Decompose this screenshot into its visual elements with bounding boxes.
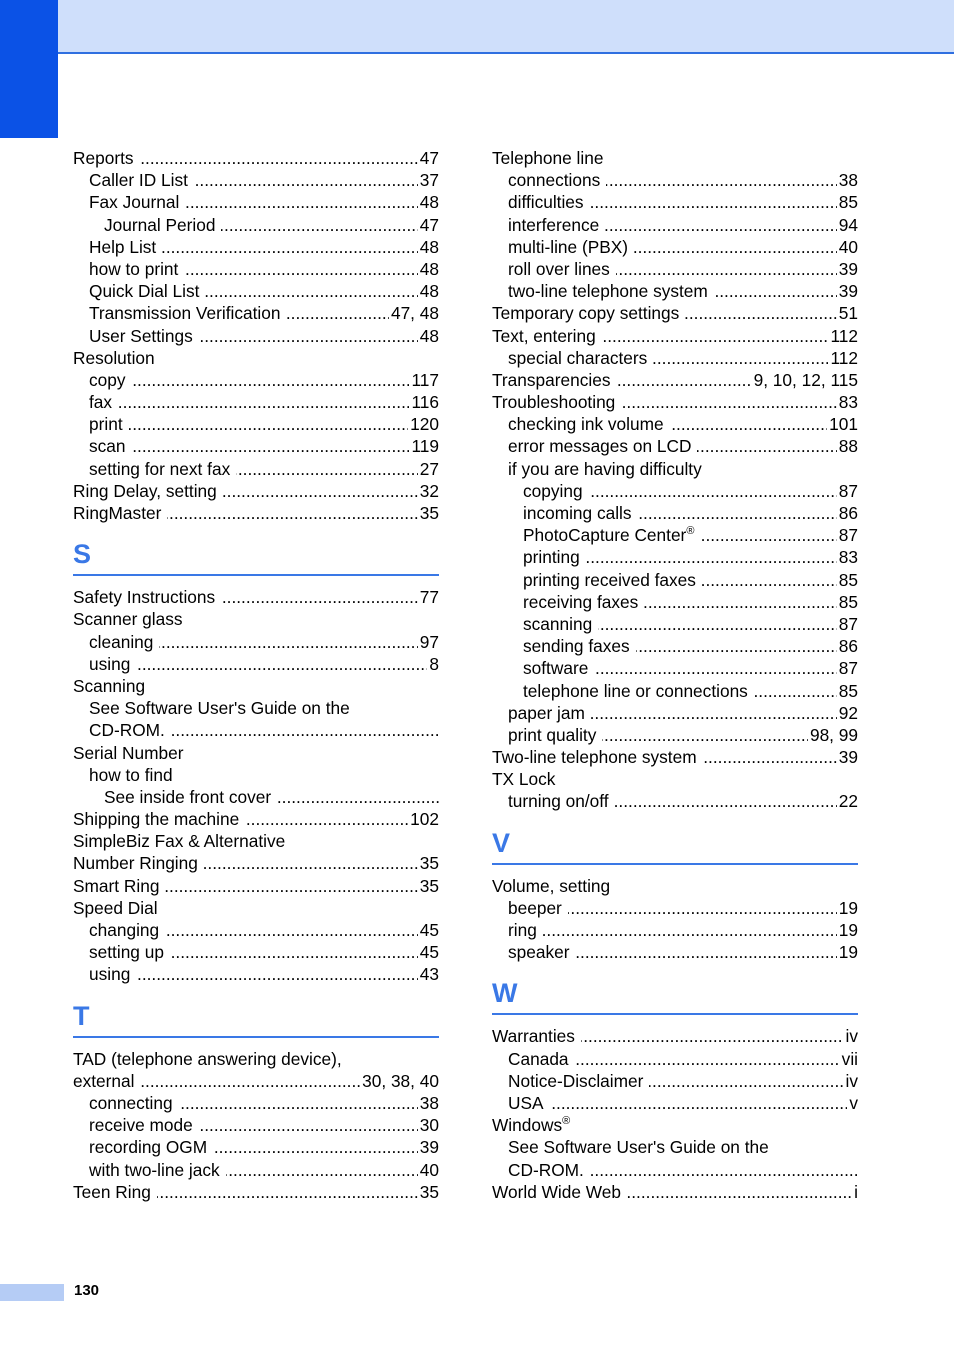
- entry-page-ref: 47, 48: [390, 303, 439, 324]
- entry-term: Temporary copy settings: [492, 303, 685, 323]
- entry-term: Telephone line: [492, 148, 609, 168]
- index-entry-using: [73, 963, 439, 985]
- entry-page-ref: 40: [838, 236, 858, 257]
- entry-page-ref: 85: [838, 591, 858, 612]
- entry-term: Two-line telephone system: [492, 747, 703, 767]
- entry-page-ref: 19: [838, 897, 858, 918]
- entry-term: USA: [508, 1093, 550, 1113]
- entry-term: Notice-Disclaimer: [508, 1071, 649, 1091]
- entry-page-ref: 48: [419, 325, 439, 346]
- entry-term: recording OGM: [89, 1137, 213, 1157]
- index-entry-external: [73, 1070, 439, 1092]
- entry-term: setting up: [89, 942, 170, 962]
- entry-term: Ring Delay, setting: [73, 481, 223, 501]
- entry-term: sending faxes: [523, 636, 636, 656]
- entry-page-ref: 85: [838, 680, 858, 701]
- index-entry-checking-ink-volume: [492, 413, 858, 435]
- entry-term: Transparencies: [492, 370, 616, 390]
- index-entry-teen-ring: [73, 1181, 439, 1203]
- page-number: 130: [74, 1282, 100, 1299]
- entry-page-ref: 35: [419, 853, 439, 874]
- index-entry-copy: [73, 369, 439, 391]
- entry-term: Shipping the machine: [73, 809, 245, 829]
- index-entry-changing: [73, 919, 439, 941]
- entry-term: Help List: [89, 237, 162, 257]
- entry-page-ref: 97: [419, 631, 439, 652]
- index-column-left: [73, 147, 439, 1203]
- entry-page-ref: 85: [838, 569, 858, 590]
- index-column-right: [492, 147, 858, 1203]
- index-entry-safety-instructions: [73, 586, 439, 608]
- entry-page-ref: 87: [838, 613, 858, 634]
- index-entry-see-inside-front-cover: [73, 786, 439, 808]
- index-entry-connecting: [73, 1092, 439, 1114]
- entry-term: scan: [89, 436, 132, 456]
- index-entry-receiving-faxes: [492, 591, 858, 613]
- index-entry-paper-jam: [492, 702, 858, 724]
- entry-page-ref: 30, 38, 40: [362, 1070, 439, 1091]
- entry-page-ref: i: [854, 1181, 858, 1202]
- entry-term: Number Ringing: [73, 853, 204, 873]
- entry-term: Fax Journal: [89, 192, 185, 212]
- entry-page-ref: 85: [838, 192, 858, 213]
- entry-term: TAD (telephone answering device),: [73, 1049, 348, 1069]
- entry-term: changing: [89, 920, 165, 940]
- entry-page-ref: 9, 10, 12, 115: [753, 369, 858, 390]
- entry-page-ref: 117: [411, 369, 439, 390]
- entry-page-ref: 87: [838, 658, 858, 679]
- entry-term: See inside front cover: [104, 787, 277, 807]
- entry-term: speaker: [508, 942, 575, 962]
- entry-page-ref: 119: [411, 436, 439, 457]
- index-entry-software: [492, 657, 858, 679]
- entry-term: RingMaster: [73, 503, 167, 523]
- index-entry-print-quality: [492, 724, 858, 746]
- index-entry-usa: [492, 1092, 858, 1114]
- entry-page-ref: 37: [419, 170, 439, 191]
- entry-page-ref: 94: [838, 214, 858, 235]
- entry-term: using: [89, 964, 136, 984]
- index-entry-ring: [492, 919, 858, 941]
- entry-term: Warranties: [492, 1026, 581, 1046]
- entry-page-ref: 86: [838, 503, 858, 523]
- index-entry-receive-mode: [73, 1114, 439, 1136]
- index-entry-windows: [492, 1114, 858, 1136]
- entry-page-ref: 87: [838, 525, 858, 546]
- entry-page-ref: 51: [838, 303, 858, 324]
- index-entry-incoming-calls: [492, 502, 858, 524]
- entry-term: printing received faxes: [523, 570, 702, 590]
- entry-page-ref: 92: [838, 702, 858, 723]
- entry-page-ref: 47: [419, 148, 439, 168]
- entry-page-ref: 30: [419, 1115, 439, 1136]
- entry-page-ref: 32: [419, 480, 439, 501]
- entry-page-ref: 8: [429, 653, 439, 674]
- index-entry-tad-telephone-answering-device: [73, 1048, 439, 1070]
- entry-term: with two-line jack: [89, 1160, 226, 1180]
- entry-term: turning on/off: [508, 791, 615, 811]
- entry-term: error messages on LCD: [508, 436, 697, 456]
- entry-term: Scanning: [73, 676, 151, 696]
- index-entry-quick-dial-list: [73, 280, 439, 302]
- entry-term: PhotoCapture Center®: [523, 525, 700, 545]
- entry-term: setting for next fax: [89, 459, 236, 479]
- entry-term: beeper: [508, 898, 568, 918]
- entry-term: software: [523, 658, 594, 678]
- entry-page-ref: 39: [838, 281, 858, 302]
- entry-page-ref: 77: [419, 587, 439, 608]
- entry-term: Teen Ring: [73, 1182, 157, 1202]
- index-entry-help-list: [73, 236, 439, 258]
- entry-term: telephone line or connections: [523, 681, 754, 701]
- index-entry-see-software-user-s-guide-on-the: [492, 1136, 858, 1158]
- entry-page-ref: iv: [845, 1070, 858, 1091]
- entry-page-ref: 43: [419, 964, 439, 985]
- entry-term: interference: [508, 215, 605, 235]
- index-entry-caller-id-list: [73, 169, 439, 191]
- entry-term: Reports: [73, 148, 140, 168]
- entry-page-ref: 35: [419, 503, 439, 523]
- index-entry-printing: [492, 546, 858, 568]
- section-rule: [73, 574, 439, 576]
- entry-page-ref: 40: [419, 1159, 439, 1180]
- index-entry-ringmaster: [73, 502, 439, 524]
- entry-term: print quality: [508, 725, 602, 745]
- entry-page-ref: 19: [838, 942, 858, 963]
- index-entry-how-to-find: [73, 764, 439, 786]
- entry-page-ref: 38: [838, 170, 858, 191]
- entry-term: Text, entering: [492, 326, 602, 346]
- index-entry-temporary-copy-settings: [492, 302, 858, 324]
- entry-page-ref: 45: [419, 942, 439, 963]
- index-entry-user-settings: [73, 325, 439, 347]
- entry-term: roll over lines: [508, 259, 616, 279]
- index-entry-fax: [73, 391, 439, 413]
- index-entry-tx-lock: [492, 768, 858, 790]
- entry-term: receive mode: [89, 1115, 199, 1135]
- entry-term: connections: [508, 170, 606, 190]
- entry-term: User Settings: [89, 326, 199, 346]
- entry-page-ref: 39: [838, 258, 858, 279]
- entry-term: cleaning: [89, 632, 159, 652]
- entry-term: Scanner glass: [73, 609, 189, 629]
- index-entry-photocapture-center: [492, 524, 858, 546]
- entry-term: See Software User's Guide on the: [89, 698, 356, 718]
- entry-page-ref: 38: [419, 1092, 439, 1113]
- entry-term: how to print: [89, 259, 184, 279]
- entry-page-ref: 116: [411, 392, 439, 413]
- index-entry-text-entering: [492, 325, 858, 347]
- entry-page-ref: 112: [830, 347, 858, 368]
- index-entry-world-wide-web: [492, 1181, 858, 1203]
- index-entry-resolution: [73, 347, 439, 369]
- entry-term: SimpleBiz Fax & Alternative: [73, 831, 291, 851]
- index-entry-special-characters: [492, 347, 858, 369]
- entry-term: Quick Dial List: [89, 281, 205, 301]
- entry-page-ref: 86: [838, 636, 858, 657]
- entry-term: Resolution: [73, 348, 161, 368]
- entry-page-ref: 48: [419, 236, 439, 257]
- entry-term: checking ink volume: [508, 414, 670, 434]
- index-entry-difficulties: [492, 191, 858, 213]
- index-entry-cd-rom: [73, 719, 439, 741]
- index-entry-volume-setting: [492, 875, 858, 897]
- index-entry-print: [73, 413, 439, 435]
- entry-page-ref: 19: [838, 920, 858, 940]
- index-entry-cd-rom: [492, 1159, 858, 1181]
- index-entry-how-to-print: [73, 258, 439, 280]
- index-entry-setting-up: [73, 941, 439, 963]
- entry-term: Smart Ring: [73, 876, 165, 896]
- index-entry-sending-faxes: [492, 635, 858, 657]
- index-entry-transparencies: [492, 369, 858, 391]
- index-entry-recording-ogm: [73, 1136, 439, 1158]
- entry-term: print: [89, 414, 129, 434]
- index-entry-shipping-the-machine: [73, 808, 439, 830]
- entry-term: paper jam: [508, 703, 591, 723]
- entry-term: copy: [89, 370, 132, 390]
- entry-page-ref: iv: [845, 1026, 858, 1047]
- index-entry-printing-received-faxes: [492, 569, 858, 591]
- entry-page-ref: 87: [838, 480, 858, 501]
- index-entry-roll-over-lines: [492, 258, 858, 280]
- index-entry-simplebiz-fax-alternative: [73, 830, 439, 852]
- index-entry-setting-for-next-fax: [73, 458, 439, 480]
- entry-term: Volume, setting: [492, 876, 616, 896]
- entry-term: how to find: [89, 765, 179, 785]
- section-rule: [492, 1013, 858, 1015]
- entry-page-ref: 98, 99: [809, 724, 858, 745]
- entry-term: Troubleshooting: [492, 392, 621, 412]
- index-entry-if-you-are-having-difficulty: [492, 458, 858, 480]
- header-band: [0, 0, 954, 54]
- index-entry-speaker: [492, 941, 858, 963]
- entry-page-ref: 48: [419, 258, 439, 279]
- index-entry-number-ringing: [73, 852, 439, 874]
- index-entry-transmission-verification: [73, 302, 439, 324]
- entry-page-ref: 27: [419, 458, 439, 479]
- index-entry-beeper: [492, 897, 858, 919]
- entry-term: scanning: [523, 614, 598, 634]
- entry-page-ref: 22: [838, 791, 858, 812]
- entry-term: if you are having difficulty: [508, 459, 708, 479]
- entry-term: multi-line (PBX): [508, 237, 634, 257]
- index-entry-interference: [492, 214, 858, 236]
- entry-term: CD-ROM.: [508, 1160, 590, 1180]
- section-heading-w: W: [492, 978, 518, 1009]
- index-entry-scanning: [492, 613, 858, 635]
- index-entry-journal-period: [73, 214, 439, 236]
- index-entry-reports: [73, 147, 439, 169]
- entry-page-ref: 102: [410, 809, 439, 830]
- index-entry-telephone-line: [492, 147, 858, 169]
- entry-term: See Software User's Guide on the: [508, 1137, 775, 1157]
- index-entry-copying: [492, 480, 858, 502]
- entry-page-ref: v: [849, 1092, 858, 1113]
- section-rule: [492, 863, 858, 865]
- index-entry-using: [73, 653, 439, 675]
- index-entry-notice-disclaimer: [492, 1070, 858, 1092]
- index-entry-two-line-telephone-system: [492, 746, 858, 768]
- index-entry-speed-dial: [73, 897, 439, 919]
- index-entry-warranties: [492, 1025, 858, 1047]
- entry-page-ref: 48: [419, 281, 439, 302]
- index-entry-scan: [73, 435, 439, 457]
- registered-mark: ®: [686, 525, 695, 538]
- entry-term: difficulties: [508, 192, 590, 212]
- section-rule: [73, 1036, 439, 1038]
- entry-term: two-line telephone system: [508, 281, 714, 301]
- entry-page-ref: 101: [829, 414, 858, 435]
- entry-term: receiving faxes: [523, 592, 644, 612]
- entry-page-ref: 112: [830, 325, 858, 346]
- entry-term: World Wide Web: [492, 1182, 627, 1202]
- chapter-tab: [0, 0, 58, 138]
- entry-term: Serial Number: [73, 743, 189, 763]
- entry-term: printing: [523, 547, 586, 567]
- index-entry-scanner-glass: [73, 608, 439, 630]
- registered-mark: ®: [562, 1115, 571, 1128]
- entry-term: Journal Period: [104, 215, 221, 235]
- entry-page-ref: 88: [838, 436, 858, 457]
- entry-page-ref: 83: [838, 547, 858, 568]
- entry-term: incoming calls: [523, 503, 638, 523]
- index-entry-with-two-line-jack: [73, 1159, 439, 1181]
- index-entry-serial-number: [73, 742, 439, 764]
- index-entry-smart-ring: [73, 875, 439, 897]
- entry-term: external: [73, 1071, 140, 1091]
- entry-page-ref: 39: [838, 747, 858, 768]
- entry-term: TX Lock: [492, 769, 561, 789]
- entry-term: using: [89, 654, 136, 674]
- entry-page-ref: 39: [419, 1137, 439, 1158]
- entry-page-ref: 35: [419, 875, 439, 896]
- entry-term: Windows®: [492, 1115, 576, 1135]
- entry-page-ref: 48: [419, 192, 439, 213]
- index-entry-scanning: [73, 675, 439, 697]
- footer-bar: [0, 1284, 64, 1301]
- entry-page-ref: 120: [410, 414, 439, 435]
- entry-term: fax: [89, 392, 118, 412]
- section-heading-t: T: [73, 1000, 90, 1031]
- index-entry-ring-delay-setting: [73, 480, 439, 502]
- entry-page-ref: 35: [419, 1181, 439, 1202]
- index-entry-error-messages-on-lcd: [492, 435, 858, 457]
- section-heading-s: S: [73, 539, 92, 570]
- entry-term: special characters: [508, 348, 653, 368]
- index-entry-connections: [492, 169, 858, 191]
- index-entry-fax-journal: [73, 191, 439, 213]
- entry-term: CD-ROM.: [89, 720, 171, 740]
- entry-page-ref: vii: [841, 1048, 858, 1069]
- index-entry-canada: [492, 1048, 858, 1070]
- entry-page-ref: 45: [419, 920, 439, 940]
- entry-term: Safety Instructions: [73, 587, 221, 607]
- entry-page-ref: 83: [838, 392, 858, 413]
- entry-term: Speed Dial: [73, 898, 164, 918]
- entry-term: ring: [508, 920, 543, 940]
- index-entry-multi-line-pbx: [492, 236, 858, 258]
- entry-term: connecting: [89, 1093, 179, 1113]
- index-entry-telephone-line-or-connections: [492, 680, 858, 702]
- index-entry-turning-on-off: [492, 790, 858, 812]
- index-entry-troubleshooting: [492, 391, 858, 413]
- entry-page-ref: 47: [419, 214, 439, 235]
- index-entry-see-software-user-s-guide-on-the: [73, 697, 439, 719]
- section-heading-v: V: [492, 827, 511, 858]
- index-entry-two-line-telephone-system: [492, 280, 858, 302]
- entry-term: Caller ID List: [89, 170, 194, 190]
- index-entry-cleaning: [73, 631, 439, 653]
- entry-term: Canada: [508, 1049, 575, 1069]
- entry-term: copying: [523, 481, 589, 501]
- entry-term: Transmission Verification: [89, 303, 286, 323]
